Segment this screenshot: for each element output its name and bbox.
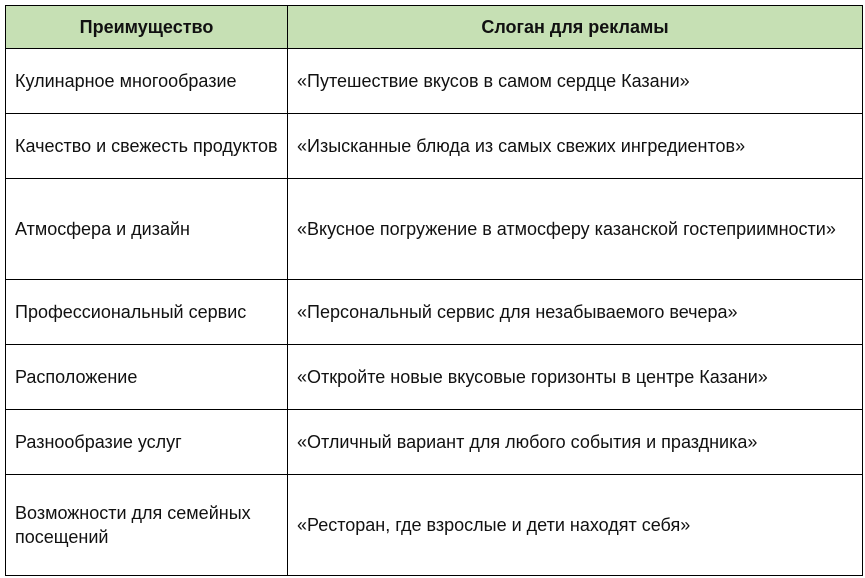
slogan-table-container: [5, 5, 862, 576]
table-row: [6, 49, 863, 114]
advantage-cell: Качество и свежесть продуктов: [6, 114, 288, 179]
slogan-table: [5, 5, 863, 576]
header-advantage: Преимущество: [6, 6, 288, 49]
slogan-cell: «Путешествие вкусов в самом сердце Казани»: [288, 49, 863, 114]
table-row: [6, 280, 863, 345]
table-row: [6, 410, 863, 475]
header-slogan: Слоган для рекламы: [288, 6, 863, 49]
table-row: [6, 114, 863, 179]
table-header-row: [6, 6, 863, 49]
slogan-cell: «Изысканные блюда из самых свежих ингредиентов»: [288, 114, 863, 179]
advantage-cell: Расположение: [6, 345, 288, 410]
slogan-cell: «Откройте новые вкусовые горизонты в центре Казани»: [288, 345, 863, 410]
slogan-cell: «Вкусное погружение в атмосферу казанской гостеприимности»: [288, 179, 863, 280]
table-row: [6, 475, 863, 576]
table-row: [6, 345, 863, 410]
table-row: [6, 179, 863, 280]
advantage-cell: Кулинарное многообразие: [6, 49, 288, 114]
slogan-cell: «Отличный вариант для любого события и праздника»: [288, 410, 863, 475]
advantage-cell: Атмосфера и дизайн: [6, 179, 288, 280]
slogan-cell: «Ресторан, где взрослые и дети находят себя»: [288, 475, 863, 576]
advantage-cell: Разнообразие услуг: [6, 410, 288, 475]
advantage-cell: Возможности для семейных посещений: [6, 475, 288, 576]
slogan-cell: «Персональный сервис для незабываемого вечера»: [288, 280, 863, 345]
advantage-cell: Профессиональный сервис: [6, 280, 288, 345]
